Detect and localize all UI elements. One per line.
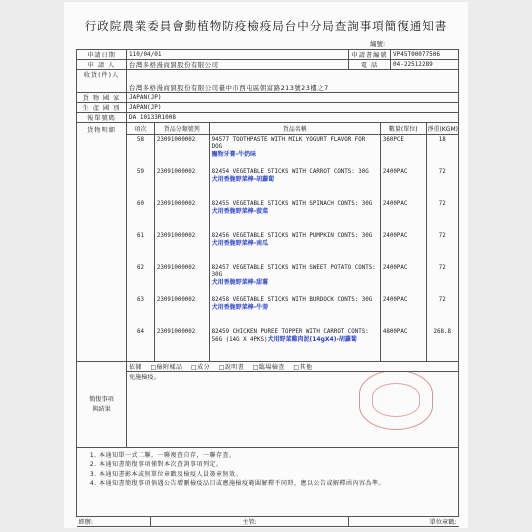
notes-cell <box>77 448 459 517</box>
note-item: 3. 本通知書影本或無單位章戳及檢疫人員簽章無效。 <box>99 470 450 479</box>
check-onsite: □臨場檢查 <box>252 364 285 371</box>
result-text: 免施檢疫。 <box>129 374 160 381</box>
item-weight: 72 <box>438 201 446 207</box>
item-name <box>209 263 380 295</box>
item-name <box>209 327 380 361</box>
item-name-en: 82456 VEGETABLE STICKS WITH PUMPKIN CONTS: 30G <box>211 233 373 239</box>
item-weight: 72 <box>438 169 446 175</box>
note-item: 1. 本通知單一式二聯，一聯複查自存，一聯存查。 <box>99 451 450 460</box>
table-row <box>127 295 458 327</box>
item-name-en: 82455 VEGETABLE STICKS WITH SPINACH CONTS: 30G <box>211 201 373 207</box>
unit-seal-label: 單位章戳: <box>349 517 459 527</box>
item-name-cn: 犬用野菜雞肉泥(14gX4)-胡蘿蔔 <box>267 336 357 344</box>
check-sample: □檢附樣品 <box>150 364 183 371</box>
supervisor-label: 主管: <box>151 517 349 527</box>
app-no-label: 申請書編號 <box>349 50 391 60</box>
app-no-value: VP45T00077506 <box>391 50 459 60</box>
item-code: 23091000002 <box>154 135 209 168</box>
applicant-label: 申 請 人 <box>77 60 127 70</box>
item-no: 62 <box>127 263 154 295</box>
basis-label: 依據 <box>129 364 143 371</box>
item-name-cn: 犬用香脆野菜棒-牛蒡 <box>211 304 269 312</box>
recipient-label: 收貨(件)人 <box>77 70 127 93</box>
item-weight: 72 <box>438 265 446 271</box>
notice-document <box>64 2 468 528</box>
item-name <box>209 199 380 231</box>
col-header-code: 貨品分類號列 <box>154 123 209 135</box>
item-name <box>209 135 380 168</box>
date-label: 申請日期 <box>77 50 127 60</box>
item-name <box>209 167 380 199</box>
table-row <box>127 263 458 295</box>
origin-value: JAPAN(JP) <box>127 93 459 103</box>
item-code: 23091000002 <box>154 263 209 295</box>
item-name <box>209 231 380 263</box>
item-name-cn: 犬用香脆野菜棒-菠菜 <box>211 208 269 216</box>
col-header-qty: 數量(單位) <box>380 123 426 135</box>
item-name <box>209 295 380 327</box>
result-cell <box>127 372 459 448</box>
item-no: 59 <box>127 167 154 199</box>
table-row <box>127 327 458 361</box>
item-name-en: 94577 TOOTHPASTE WITH MILK YOGURT FLAVOR FOR DOG <box>211 137 366 151</box>
origin-label: 貨 物 國 家 <box>77 93 127 103</box>
item-name-en: 82457 VEGETABLE STICKS WITH SWEET POTATO CONTS: 30G <box>211 265 376 279</box>
item-weight: 268.8 <box>433 329 451 335</box>
items-table <box>127 123 458 361</box>
table-row <box>127 167 458 199</box>
item-code: 23091000002 <box>154 295 209 327</box>
form-table <box>76 49 459 527</box>
report-label: 報單號碼 <box>77 113 127 123</box>
item-name-en: 82458 VEGETABLE STICKS WITH BURDOCK CONTS: 30G <box>211 297 373 303</box>
item-no: 61 <box>127 231 154 263</box>
item-no: 64 <box>127 327 154 361</box>
recipient-value: 台灣多格漫商貿股份有限公司臺中市西屯區朝富路213號23樓之7 <box>127 70 459 93</box>
inspector-label: 經辦: <box>77 517 151 527</box>
date-value: 110/04/01 <box>127 50 349 60</box>
check-other: □其他 <box>293 364 313 371</box>
phone-value: 04-22512289 <box>391 60 459 70</box>
item-no: 63 <box>127 295 154 327</box>
official-stamp-inner <box>372 383 420 417</box>
note-item: 2. 本通知書簡復事項僅對本次查詢事項列定。 <box>99 460 450 469</box>
item-weight: 72 <box>438 233 446 239</box>
item-name-cn: 寵物牙膏-牛奶味 <box>211 151 257 159</box>
goods-details <box>127 123 459 362</box>
production-value: JAPAN(JP) <box>127 103 459 113</box>
item-qty: 2400PAC <box>380 295 426 327</box>
item-code: 23091000002 <box>154 327 209 361</box>
item-no: 60 <box>127 199 154 231</box>
table-row <box>127 135 458 168</box>
note-item: 4. 本通知書簡復事項倘遇公告增刪檢疫品目或應施檢疫範圍解釋不同時，應以公告或解釋函內容為準。 <box>99 479 450 488</box>
result-label: 簡復事項 與結果 <box>77 362 127 448</box>
item-qty: 2400PAC <box>380 231 426 263</box>
notes-list <box>85 451 450 488</box>
table-row <box>127 199 458 231</box>
item-weight: 18 <box>438 137 446 143</box>
item-qty: 4800PAC <box>380 327 426 361</box>
official-stamp <box>359 372 433 431</box>
col-header-no: 項次 <box>127 123 154 135</box>
basis-options <box>127 362 459 372</box>
item-name-en: 82459 CHICKEN PUREE TOPPER WITH CARROT CONTS: 56G (14G X 4PKS) <box>211 329 369 344</box>
item-code: 23091000002 <box>154 231 209 263</box>
production-label: 生 產 國 別 <box>77 103 127 113</box>
check-manual: □說明書 <box>218 364 245 371</box>
check-ingredients: □成分 <box>191 364 211 371</box>
item-name-en: 82454 VEGETABLE STICKS WITH CARROT CONTS: 30G <box>211 169 369 175</box>
item-name-cn: 犬用香脆野菜棒-胡蘿蔔 <box>211 176 275 184</box>
item-weight: 72 <box>438 297 446 303</box>
phone-label: 電 話 <box>349 60 391 70</box>
col-header-weight: 淨重(KGM) <box>426 123 458 135</box>
item-name-cn: 犬用香脆野菜棒-甜薯 <box>211 279 269 287</box>
item-code: 23091000002 <box>154 199 209 231</box>
item-qty: 2400PAC <box>380 263 426 295</box>
document-title: 行政院農業委員會動植物防疫檢疫局台中分局查詢事項簡復通知書 <box>84 19 448 33</box>
col-header-name: 貨品名稱 <box>209 123 380 135</box>
item-name-cn: 犬用香脆野菜棒-南瓜 <box>211 240 269 248</box>
item-qty: 360PCE <box>380 135 426 168</box>
item-code: 23091000002 <box>154 167 209 199</box>
item-qty: 2400PAC <box>380 167 426 199</box>
item-qty: 2400PAC <box>380 199 426 231</box>
applicant-value: 台灣多格漫商貿股份有限公司 <box>127 60 349 70</box>
goods-label: 貨物明細 <box>77 123 127 362</box>
report-value: DA 10133R1008 <box>127 113 459 123</box>
item-no: 58 <box>127 135 154 168</box>
serial-label: 編號: <box>370 40 386 48</box>
table-row <box>127 231 458 263</box>
